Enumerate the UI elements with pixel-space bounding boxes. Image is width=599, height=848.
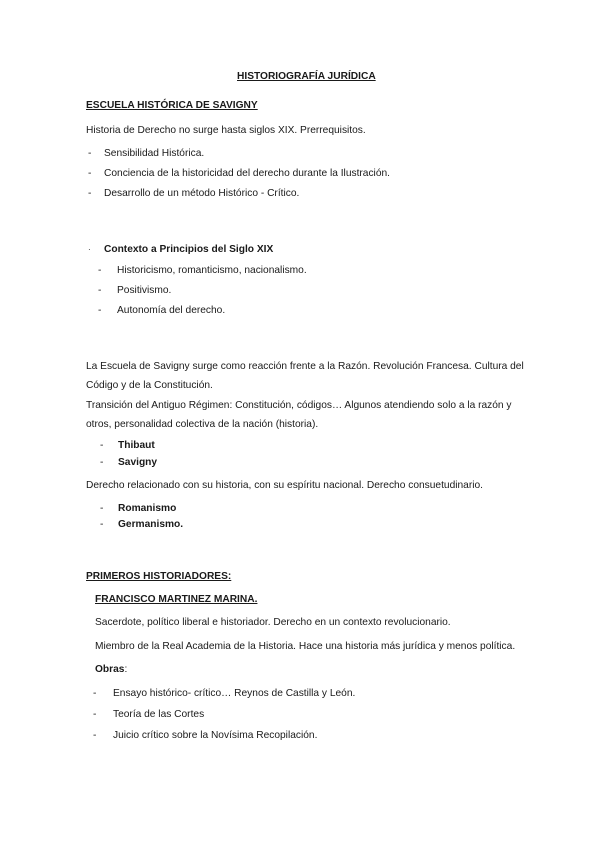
author-bio-line2: Miembro de la Real Academia de la Historia. Hace una historia más jurídica y menos política. [95,641,516,652]
list-dash: - [98,285,102,296]
list-dash: - [88,188,92,199]
name-item: Savigny [118,457,158,468]
context-item: Positivismo. [117,285,172,296]
list-dash: - [100,457,104,468]
list-dash: - [93,709,97,720]
context-item: Historicismo, romanticismo, nacionalismo. [117,265,307,276]
name-item: Thibaut [118,440,155,451]
prereq-item: Desarrollo de un método Histórico - Crítico. [104,188,300,199]
school-item: Germanismo. [118,519,184,530]
section-heading-savigny: ESCUELA HISTÓRICA DE SAVIGNY [86,100,258,111]
prereq-item: Sensibilidad Histórica. [104,148,205,159]
paragraph-national-law: Derecho relacionado con su historia, con su espíritu nacional. Derecho consuetudinario. [86,480,483,491]
paragraph-transition-line1: Transición del Antiguo Régimen: Constitución, códigos… Algunos atendiendo solo a la razón y [86,400,512,411]
list-dash: - [98,305,102,316]
list-bullet: · [88,245,91,254]
context-heading: Contexto a Principios del Siglo XIX [104,244,274,255]
work-item: Teoría de las Cortes [113,709,205,720]
prereq-item: Conciencia de la historicidad del derecho durante la Ilustración. [104,168,390,179]
document-title: HISTORIOGRAFÍA JURÍDICA [237,71,376,82]
work-item: Ensayo histórico- crítico… Reynos de Castilla y León. [113,688,356,699]
list-dash: - [100,503,104,514]
intro-paragraph: Historia de Derecho no surge hasta siglos XIX. Prerrequisitos. [86,125,366,136]
list-dash: - [93,688,97,699]
school-item: Romanismo [118,503,177,514]
list-dash: - [88,148,92,159]
author-bio-line1: Sacerdote, político liberal e historiador. Derecho en un contexto revolucionario. [95,617,451,628]
paragraph-savigny-line2: Código y de la Constitución. [86,380,213,391]
context-item: Autonomía del derecho. [117,305,226,316]
list-dash: - [100,519,104,530]
section-heading-historians: PRIMEROS HISTORIADORES: [86,571,232,582]
paragraph-savigny-line1: La Escuela de Savigny surge como reacción frente a la Razón. Revolución Francesa. Cultura del [86,361,524,372]
works-label-text: Obras [95,664,125,675]
author-heading: FRANCISCO MARTINEZ MARINA. [95,594,258,605]
paragraph-transition-line2: otros, personalidad colectiva de la nación (historia). [86,419,319,430]
work-item: Juicio crítico sobre la Novísima Recopilación. [113,730,318,741]
list-dash: - [98,265,102,276]
works-label [95,664,127,676]
list-dash: - [100,440,104,451]
works-label-colon: : [124,664,128,675]
list-dash: - [88,168,92,179]
list-dash: - [93,730,97,741]
